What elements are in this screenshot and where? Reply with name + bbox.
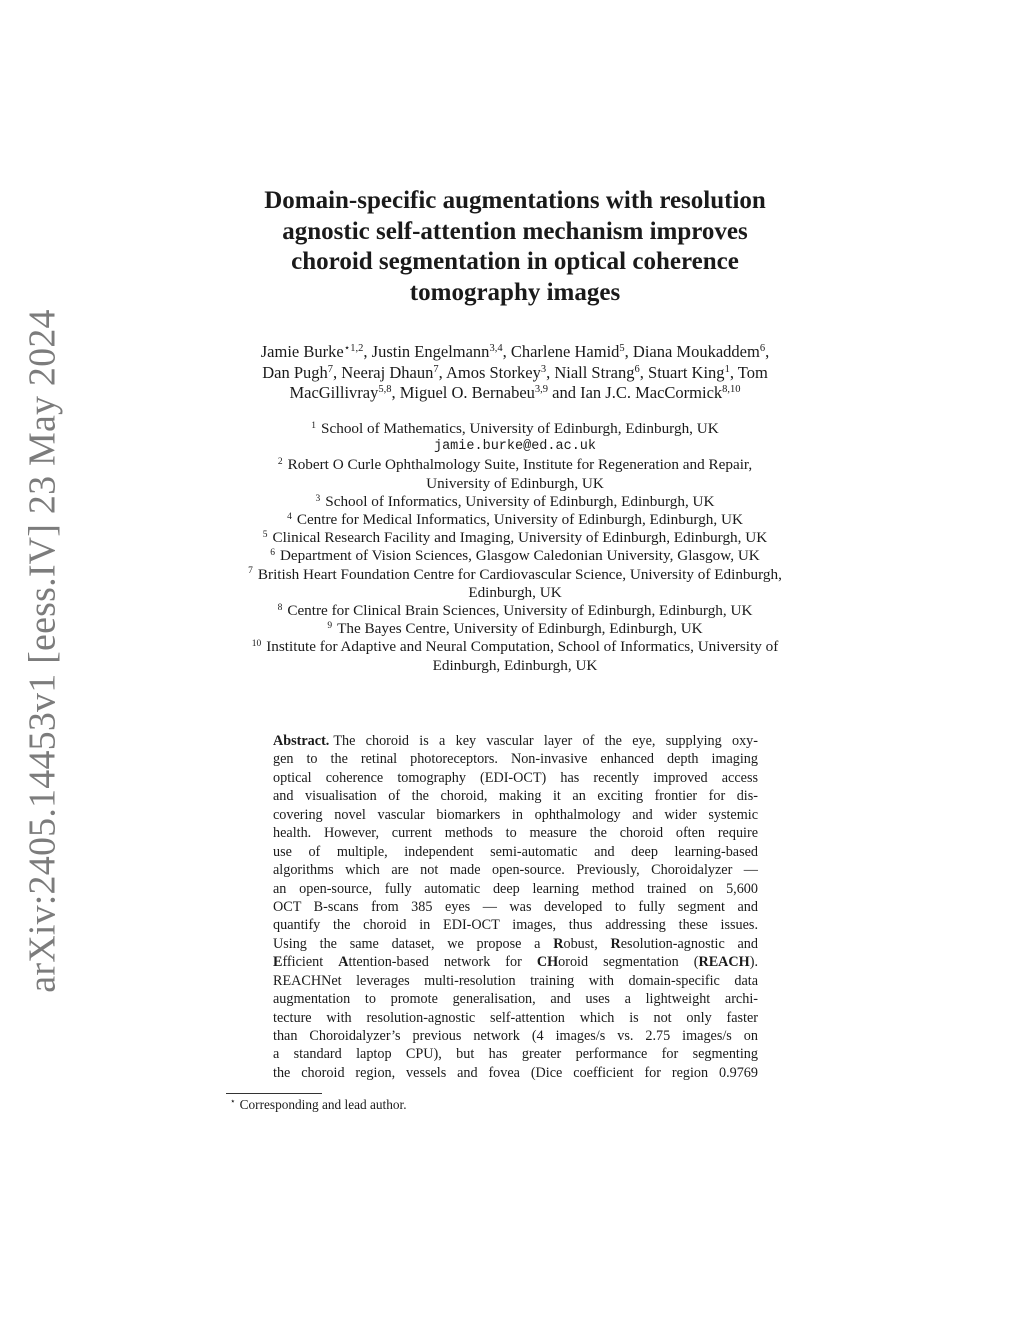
author-affiliation-mark: 5,8: [378, 384, 392, 396]
author-separator: ,: [333, 362, 342, 382]
affiliation-text: Robert O Curle Ophthalmology Suite, Institute for Regeneration and Repair,: [287, 456, 753, 474]
abstract-line: Efficient Attention-based network for CHoroid segmentation (REACH).: [273, 954, 758, 971]
affiliation: [200, 493, 830, 511]
affiliation-number: 3: [315, 493, 321, 504]
author-email-link[interactable]: jamie.burke@ed.ac.uk: [433, 439, 597, 455]
title-line: agnostic self-attention mechanism improves: [282, 217, 748, 245]
abstract-line: algorithms which are not made open-source. Previously, Choroidalyzer —: [273, 862, 758, 879]
affiliation-text: Centre for Medical Informatics, University of Edinburgh, Edinburgh, UK: [296, 511, 743, 529]
abstract: [273, 732, 758, 1082]
affiliation-number: 7: [248, 566, 253, 577]
author-affiliation-mark: 7: [327, 363, 333, 375]
affiliation-text: Clinical Research Facility and Imaging, University of Edinburgh, Edinburgh, UK: [272, 529, 768, 547]
emphasis: A: [338, 954, 349, 971]
abstract-line: covering novel vascular biomarkers in ophthalmology and wider systemic: [273, 806, 758, 823]
affiliation: [200, 511, 830, 529]
abstract-line: [273, 732, 758, 750]
abstract-line: use of multiple, independent semi-automatic and deep learning-based: [273, 843, 758, 860]
author-separator: ,: [546, 362, 555, 382]
abstract-text: The choroid is a key vascular layer of the eye, supplying oxy-: [333, 733, 758, 749]
affiliation-number: 8: [277, 602, 283, 613]
affiliation-text: Department of Vision Sciences, Glasgow Caledonian University, Glasgow, UK: [279, 547, 760, 565]
author-affiliation-mark: 1: [724, 363, 730, 375]
author-line: [200, 363, 830, 384]
abstract-line: health. However, current methods to measure the choroid often require: [273, 825, 758, 842]
abstract-line: a standard laptop CPU), but has greater performance for segmenting: [273, 1046, 758, 1063]
abstract-heading: Abstract.: [273, 733, 330, 749]
affiliation-number: 9: [327, 621, 333, 632]
abstract-line: than Choroidalyzer’s previous network (4 images/s vs. 2.75 images/s on: [273, 1028, 758, 1044]
author-name: Diana Moukaddem: [632, 342, 760, 361]
abstract-line: and visualisation of the choroid, making it an exciting frontier for dis-: [273, 788, 758, 805]
abstract-line: quantify the choroid in EDI-OCT images, thus addressing these issues.: [273, 917, 758, 934]
affiliation: [200, 456, 830, 474]
title-line: Domain-specific augmentations with resolution: [264, 187, 766, 214]
paper-title: [210, 186, 820, 308]
abstract-line: optical coherence tomography (EDI-OCT) has recently improved access: [273, 769, 758, 786]
affiliation-number: 4: [287, 511, 292, 522]
affiliation-number: 6: [270, 548, 275, 559]
author-name: Miguel O. Bernabeu: [399, 383, 535, 402]
emphasis: R: [610, 935, 621, 952]
author-affiliation-mark: 7: [433, 363, 439, 375]
author-line: [200, 383, 830, 404]
author-affiliation-mark: 3: [540, 363, 547, 375]
author-name: Tom: [737, 362, 768, 382]
author-name: Ian J.C. MacCormick: [580, 383, 723, 402]
footnote: [230, 1097, 407, 1113]
affiliation-number: 1: [311, 420, 317, 431]
author-affiliation-mark: 8,10: [722, 384, 741, 396]
emphasis: REACH: [698, 954, 750, 971]
footnote-divider: [226, 1093, 322, 1094]
affiliation: [200, 420, 830, 438]
author-name: Neeraj Dhaun: [341, 362, 434, 382]
affiliation: [200, 566, 830, 584]
affiliation: [200, 547, 830, 565]
author-affiliation-mark: 3,4: [489, 343, 503, 355]
affiliation-text: Institute for Adaptive and Neural Computation, School of Informatics, University of: [266, 638, 779, 656]
abstract-line: the choroid region, vessels and fovea (Dice coefficient for region 0.9769: [273, 1064, 758, 1081]
emphasis: R: [553, 935, 564, 952]
author-line: [200, 342, 830, 363]
author-separator: ,: [502, 342, 511, 361]
affiliation-number: 5: [262, 530, 268, 540]
affiliation-continuation: University of Edinburgh, UK: [426, 474, 604, 492]
author-affiliation-mark: ⋆1,2: [343, 343, 364, 355]
author-name: MacGillivray: [289, 383, 379, 402]
affiliation: [200, 529, 830, 547]
author-separator: ,: [639, 362, 649, 382]
author-separator: ,: [729, 362, 738, 382]
author-list: [200, 342, 830, 404]
author-separator: ,: [438, 362, 446, 382]
author-name: Charlene Hamid: [510, 342, 620, 361]
affiliation-list: [200, 420, 830, 675]
author-name: Justin Engelmann: [371, 342, 490, 361]
author-separator: ,: [765, 342, 770, 361]
abstract-line: tecture with resolution-agnostic self-attention which is not only faster: [273, 1009, 758, 1026]
abstract-line: gen to the retinal photoreceptors. Non-invasive enhanced depth imaging: [273, 751, 758, 768]
affiliation-text: School of Informatics, University of Edinburgh, Edinburgh, UK: [325, 492, 715, 510]
author-name: Niall Strang: [554, 362, 635, 382]
affiliation-text: Centre for Clinical Brain Sciences, University of Edinburgh, Edinburgh, UK: [287, 602, 753, 620]
title-line: choroid segmentation in optical coherence: [291, 248, 739, 275]
author-name: Jamie Burke: [260, 342, 344, 361]
author-name: Amos Storkey: [445, 362, 541, 382]
affiliation-text: School of Mathematics, University of Edinburgh, Edinburgh, UK: [321, 420, 719, 437]
author-name: Dan Pugh: [262, 362, 328, 382]
abstract-line: augmentation to promote generalisation, and uses a lightweight archi-: [273, 991, 758, 1008]
affiliation-number: 2: [277, 457, 283, 468]
affiliation-text: British Heart Foundation Centre for Cardiovascular Science, University of Edinburgh,: [257, 565, 782, 583]
abstract-line: Using the same dataset, we propose a Robust, Resolution-agnostic and: [273, 935, 758, 952]
title-line: tomography images: [409, 278, 621, 306]
affiliation: [200, 620, 830, 638]
affiliation: [200, 602, 830, 620]
abstract-line: REACHNet leverages multi-resolution training with domain-specific data: [273, 972, 758, 989]
arxiv-identifier-text: arXiv:2405.14453v1 [eess.IV] 23 May 2024: [22, 309, 65, 993]
affiliation-number: 10: [251, 639, 262, 650]
author-affiliation-mark: 3,9: [534, 384, 549, 396]
emphasis: E: [273, 954, 283, 971]
arxiv-identifier-stamp: [19, 309, 67, 993]
abstract-line: an open-source, fully automatic deep learning method trained on 5,600: [273, 880, 758, 897]
footnote-text: Corresponding and lead author.: [239, 1097, 407, 1112]
affiliation: [200, 638, 830, 656]
author-separator: ,: [391, 383, 400, 402]
footnote-mark: ⋆: [230, 1096, 236, 1107]
affiliation-continuation: Edinburgh, Edinburgh, UK: [432, 656, 598, 674]
abstract-line: OCT B-scans from 385 eyes — was developed to fully segment and: [273, 898, 758, 915]
emphasis: CH: [536, 954, 559, 971]
author-affiliation-mark: 6: [634, 363, 640, 375]
author-separator: ,: [363, 342, 372, 361]
author-affiliation-mark: 5: [619, 343, 625, 355]
affiliation-text: The Bayes Centre, University of Edinburgh, Edinburgh, UK: [337, 620, 703, 638]
affiliation-continuation: Edinburgh, UK: [468, 583, 562, 601]
author-separator: and: [548, 383, 581, 402]
author-affiliation-mark: 6: [759, 343, 766, 355]
author-separator: ,: [624, 342, 633, 361]
author-name: Stuart King: [648, 362, 725, 382]
